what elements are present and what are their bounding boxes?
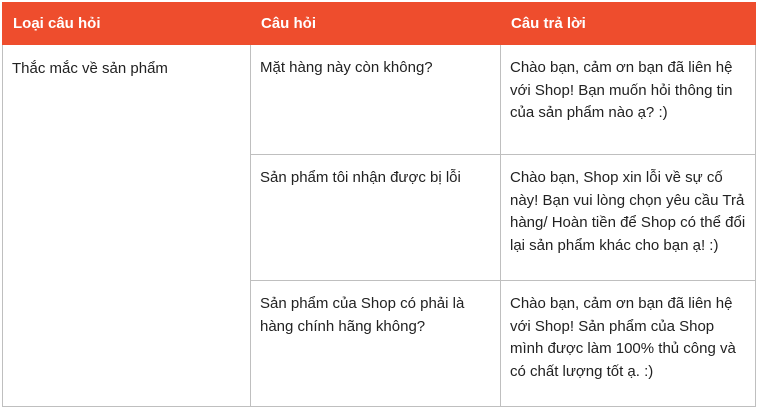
table-header-row	[3, 3, 756, 45]
header-question: Câu hỏi	[251, 3, 501, 45]
faq-table	[2, 2, 756, 407]
answer-cell: Chào bạn, Shop xin lỗi về sự cố này! Bạn vui lòng chọn yêu cầu Trả hàng/ Hoàn tiền để Shop có thể đổi lại sản phẩm khác cho bạn ạ! :)	[501, 155, 756, 281]
answer-cell: Chào bạn, cảm ơn bạn đã liên hệ với Shop! Bạn muốn hỏi thông tin của sản phẩm nào ạ? :)	[501, 45, 756, 155]
header-category: Loại câu hỏi	[3, 3, 251, 45]
question-cell: Sản phẩm của Shop có phải là hàng chính hãng không?	[251, 281, 501, 407]
question-cell: Mặt hàng này còn không?	[251, 45, 501, 155]
header-answer: Câu trả lời	[501, 3, 756, 45]
table-row	[3, 45, 756, 155]
answer-cell: Chào bạn, cảm ơn bạn đã liên hệ với Shop! Sản phẩm của Shop mình được làm 100% thủ công và có chất lượng tốt ạ. :)	[501, 281, 756, 407]
question-cell: Sản phẩm tôi nhận được bị lỗi	[251, 155, 501, 281]
category-cell: Thắc mắc về sản phẩm	[3, 45, 251, 407]
